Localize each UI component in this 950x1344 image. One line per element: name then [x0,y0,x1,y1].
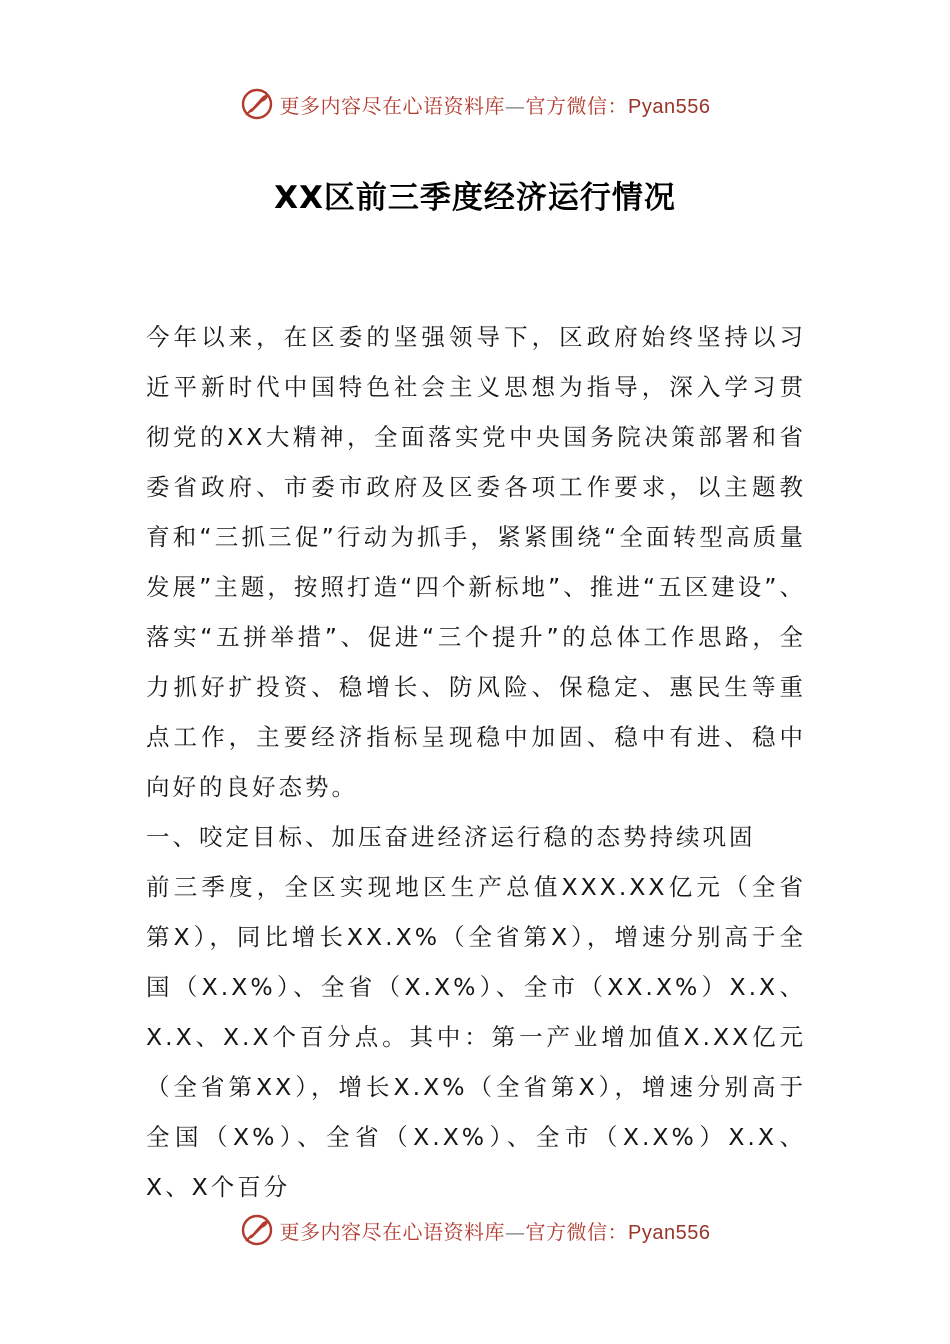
quill-logo-icon [240,1213,274,1247]
section-paragraph: 前三季度，全区实现地区生产总值XXX.XX亿元（全省第X），同比增长XX.X%（全省第X），增速分别高于全国（X.X%）、全省（X.X%）、全市（XX.X%）X.X、X.X、X.X个百分点。其中：第一产业增加值X.XX亿元（全省第XX），增长X.X%（全省第X），增速分别高于全国（X%）、全省（X.X%）、全市（X.X%）X.X、X、X个百分 [146,873,806,1201]
document-body [146,312,806,1212]
banner-contact-label: 官方微信： [525,93,629,118]
banner-brand: 更多内容尽在心语资料库 [279,93,506,118]
banner-brand: 更多内容尽在心语资料库 [279,1219,506,1244]
footer-banner [0,1210,950,1250]
banner-separator: — [505,93,526,118]
document-title: XX区前三季度经济运行情况 [274,180,676,216]
banner-separator: — [505,1219,526,1244]
intro-paragraph: 今年以来，在区委的坚强领导下，区政府始终坚持以习近平新时代中国特色社会主义思想为指导，深入学习贯彻党的XX大精神，全面落实党中央国务院决策部署和省委省政府、市委市政府及区委各项工作要求，以主题教育和“三抓三促”行动为抓手，紧紧围绕“全面转型高质量发展”主题，按照打造“四个新标地”、推进“五区建设”、落实“五拼举措”、促进“三个提升”的总体工作思路，全力抓好扩投资、稳增长、防风险、保稳定、惠民生等重点工作，主要经济指标呈现稳中加固、稳中有进、稳中向好的良好态势。 [146,323,806,801]
banner-text [280,90,711,119]
banner-wechat-id: Pyan556 [628,1221,711,1244]
banner-wechat-id: Pyan556 [628,95,711,118]
section-heading: 一、咬定目标、加压奋进经济运行稳的态势持续巩固 [146,823,756,851]
banner-text [280,1216,711,1245]
banner-contact-label: 官方微信： [525,1219,629,1244]
quill-logo-icon [240,87,274,121]
header-banner [0,84,950,124]
